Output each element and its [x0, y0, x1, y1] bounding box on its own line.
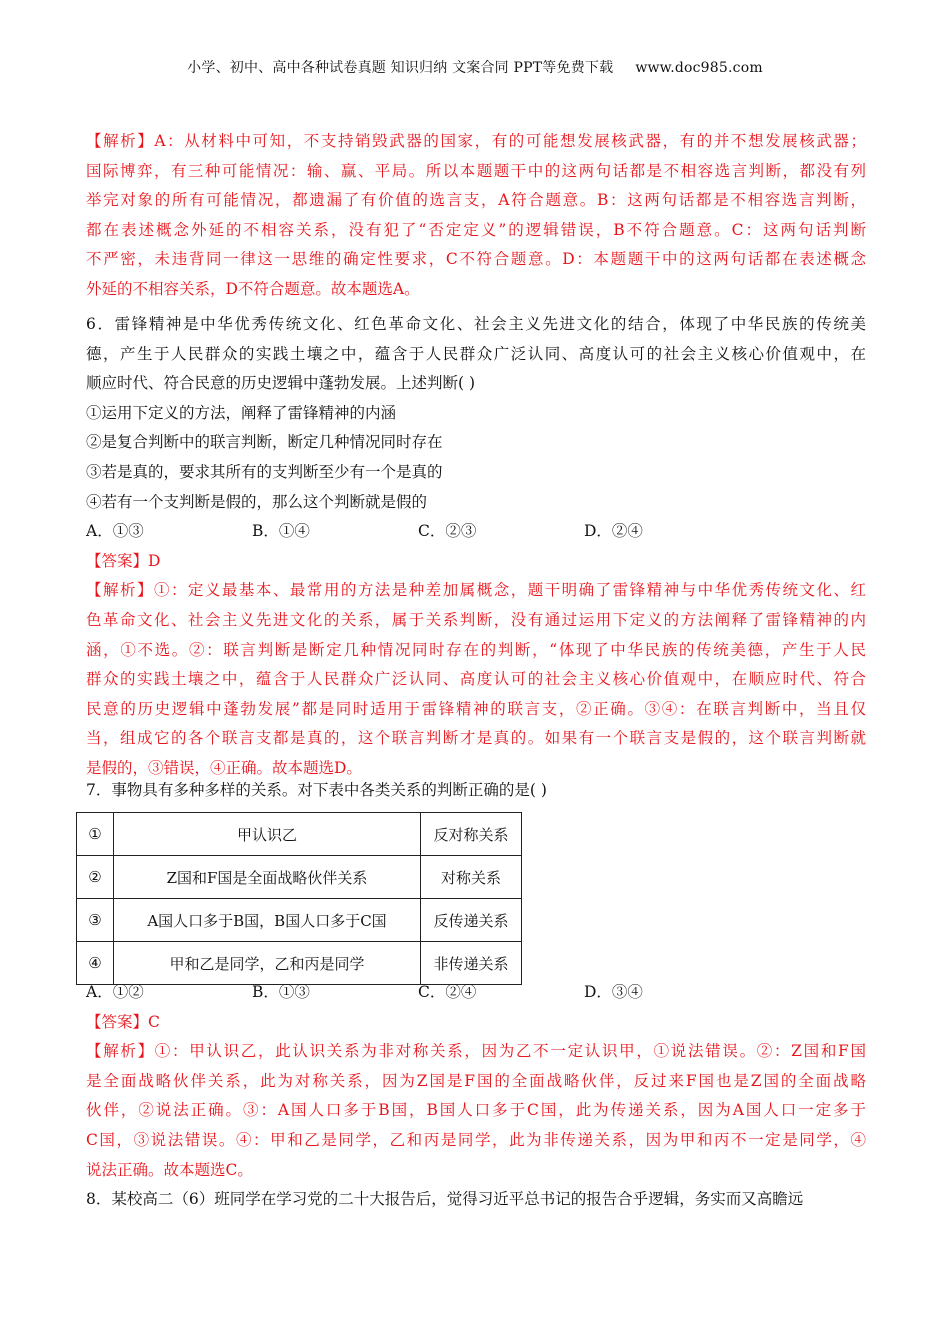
- table-cell: 甲认识乙: [114, 813, 421, 856]
- q6-analysis-line: 是假的，③错误，④正确。故本题选D。: [86, 758, 362, 777]
- q7-analysis: [86, 1037, 866, 1185]
- question-7: [86, 776, 866, 806]
- q6-analysis-line: 当，组成它的各个联言支都是真的，这个联言判断才是真的。如果有一个联言支是假的，这个联言判断就: [86, 729, 866, 748]
- q6-option-d: D．②④: [584, 522, 643, 541]
- question-6: [86, 310, 866, 784]
- q6-item: ④若有一个支判断是假的，那么这个判断就是假的: [86, 492, 428, 511]
- q6-analysis-line: 民意的历史逻辑中蓬勃发展”都是同时适用于雷锋精神的联言支，②正确。③④：在联言判断中，当且仅: [86, 699, 866, 718]
- q5-analysis-line: 【解析】A：从材料中可知，不支持销毁武器的国家，有的可能想发展核武器，有的并不想发展核武器；: [86, 132, 866, 150]
- table-row: [77, 813, 522, 856]
- table-row: [77, 899, 522, 942]
- q5-analysis: [86, 127, 866, 305]
- q7-analysis-line: 是全面战略伙伴关系，此为对称关系，因为Z国是F国的全面战略伙伴，反过来F国也是Z国的全面战略: [86, 1071, 866, 1090]
- q6-answer: 【答案】D: [86, 551, 161, 570]
- table-cell: ①: [77, 813, 114, 856]
- q7-answer: 【答案】C: [86, 1012, 160, 1031]
- q6-item: ①运用下定义的方法，阐释了雷锋精神的内涵: [86, 403, 397, 422]
- q7-analysis-line: 【解析】①：甲认识乙，此认识关系为非对称关系，因为乙不一定认识甲，①说法错误。②：Z国和F国: [86, 1042, 866, 1061]
- q6-stem-line: 德，产生于人民群众的实践土壤之中，蕴含于人民群众广泛认同、高度认可的社会主义核心价值观中，在: [86, 344, 866, 363]
- q7-options: [86, 978, 866, 1008]
- q6-option-c: C．②③: [418, 522, 477, 541]
- q7-option-c: C．②④: [418, 983, 477, 1001]
- q7-option-b: B．①③: [252, 983, 310, 1001]
- q7-option-a: A．①②: [86, 983, 144, 1001]
- q7-option-d: D．③④: [584, 983, 643, 1001]
- table-cell: 反传递关系: [421, 899, 522, 942]
- q7-analysis-line: C国，③说法错误。④：甲和乙是同学，乙和丙是同学，此为非传递关系，因为甲和丙不一定是同学，④: [86, 1130, 866, 1149]
- q7-analysis-line: 说法正确。故本题选C。: [86, 1160, 253, 1179]
- header-title: 小学、初中、高中各种试卷真题 知识归纳 文案合同 PPT等免费下载: [187, 60, 614, 76]
- q6-analysis-line: 色革命文化、社会主义先进文化的关系，属于关系判断，没有通过运用下定义的方法阐释了雷锋精神的内: [86, 610, 866, 629]
- q6-item: ②是复合判断中的联言判断，断定几种情况同时存在: [86, 433, 443, 452]
- table-cell: ②: [77, 856, 114, 899]
- q6-item: ③若是真的，要求其所有的支判断至少有一个是真的: [86, 462, 443, 481]
- table-cell: 反对称关系: [421, 813, 522, 856]
- q7-table-wrap: [76, 810, 522, 985]
- q5-analysis-line: 国际博弈，有三种可能情况：输、赢、平局。所以本题题干中的这两句话都是不相容选言判断，都没有列: [86, 161, 866, 180]
- q6-analysis: [86, 576, 866, 783]
- q7-stem: 7．事物具有多种多样的关系。对下表中各类关系的判断正确的是( ): [86, 781, 547, 799]
- table-cell: 非传递关系: [421, 942, 522, 985]
- q5-analysis-line: 外延的不相容关系，D不符合题意。故本题选A。: [86, 279, 420, 298]
- q6-options: [86, 517, 866, 547]
- q7-analysis-line: 伙伴，②说法正确。③：A国人口多于B国，B国人口多于C国，此为传递关系，因为A国人口一定多于: [86, 1101, 866, 1120]
- table-cell: ④: [77, 942, 114, 985]
- q8-stem: 8．某校高二（6）班同学在学习党的二十大报告后，觉得习近平总书记的报告合乎逻辑，务实而又高瞻远: [86, 1190, 804, 1209]
- q6-option-a: A．①③: [86, 522, 144, 541]
- page-header: [0, 57, 950, 77]
- q6-option-b: B．①④: [252, 522, 310, 541]
- table-cell: 对称关系: [421, 856, 522, 899]
- header-site: www.doc985.com: [635, 60, 763, 76]
- q6-stem-line: 顺应时代、符合民意的历史逻辑中蓬勃发展。上述判断( ): [86, 374, 476, 393]
- q5-analysis-line: 都在表述概念外延的不相容关系，没有犯了“否定定义”的逻辑错误，B不符合题意。C：这两句话判断: [86, 220, 866, 239]
- table-cell: Z国和F国是全面战略伙伴关系: [114, 856, 421, 899]
- table-row: [77, 856, 522, 899]
- table-cell: ③: [77, 899, 114, 942]
- q7-table: [76, 812, 522, 985]
- q6-analysis-line: 涵，①不选。②：联言判断是断定几种情况同时存在的判断，“体现了中华民族的传统美德，产生于人民: [86, 640, 866, 659]
- table-cell: 甲和乙是同学，乙和丙是同学: [114, 942, 421, 985]
- table-cell: A国人口多于B国，B国人口多于C国: [114, 899, 421, 942]
- q6-analysis-line: 群众的实践土壤之中，蕴含于人民群众广泛认同、高度认可的社会主义核心价值观中，在顺应时代、符合: [86, 670, 866, 689]
- q6-analysis-line: 【解析】①：定义最基本、最常用的方法是种差加属概念，题干明确了雷锋精神与中华优秀传统文化、红: [86, 581, 866, 600]
- q5-analysis-line: 举完对象的所有可能情况，都遗漏了有价值的选言支，A符合题意。B：这两句话都是不相容选言判断，: [86, 191, 866, 210]
- q6-stem-line: 6．雷锋精神是中华优秀传统文化、红色革命文化、社会主义先进文化的结合，体现了中华民族的传统美: [86, 315, 866, 333]
- q5-analysis-line: 不严密，未违背同一律这一思维的确定性要求，C不符合题意。D：本题题干中的这两句话都在表述概念: [86, 250, 866, 269]
- q7-lower: [86, 978, 866, 1215]
